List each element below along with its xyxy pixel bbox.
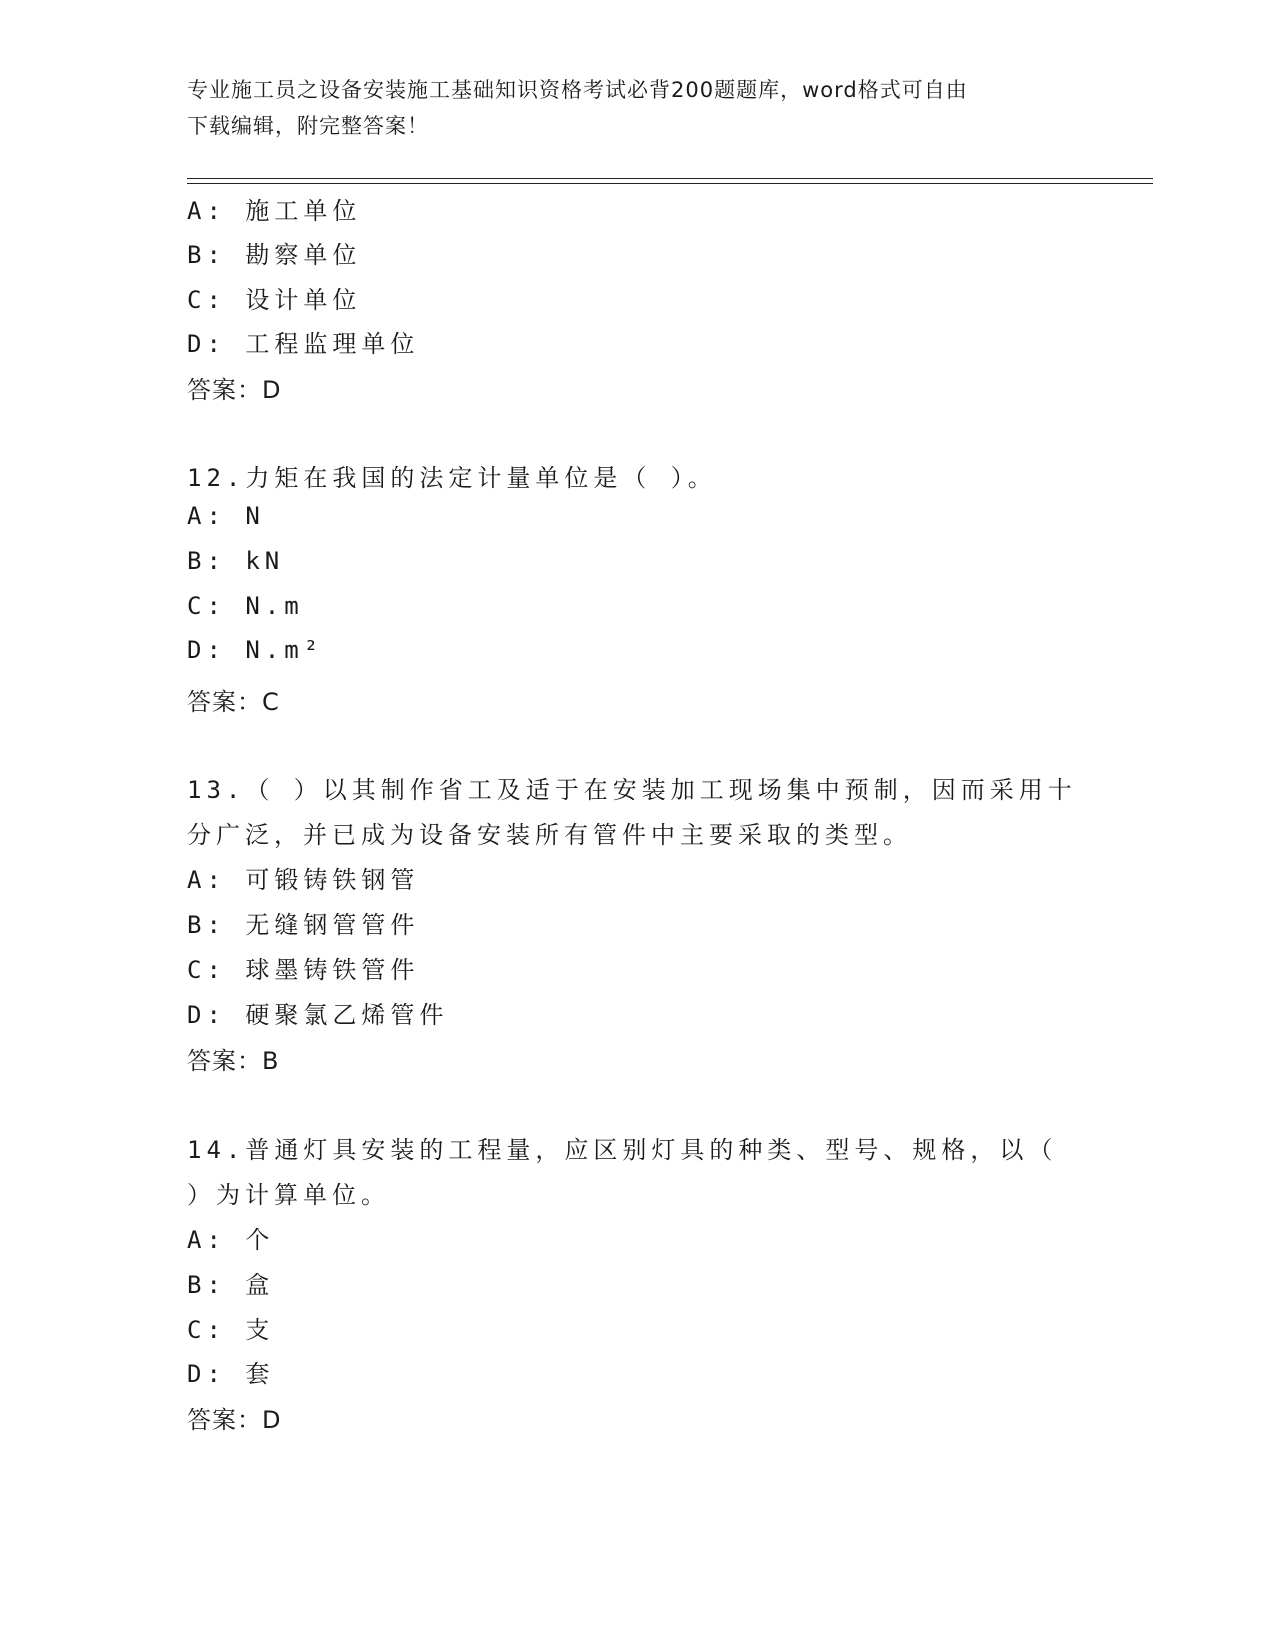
- q13-option-d: D: 硬聚氯乙烯管件: [187, 1001, 449, 1029]
- q11-answer: 答案：D: [187, 376, 282, 404]
- q13-option-c: C: 球墨铸铁管件: [187, 956, 420, 984]
- q14-option-a: A: 个: [187, 1226, 275, 1254]
- q14-option-c: C: 支: [187, 1316, 275, 1344]
- q14-answer: 答案：D: [187, 1406, 282, 1434]
- q12-option-a: A: N: [187, 502, 265, 530]
- q14-stem-line-2: ）为计算单位。: [187, 1181, 390, 1209]
- q11-option-c: C: 设计单位: [187, 286, 362, 314]
- q14-option-d: D: 套: [187, 1360, 275, 1388]
- header-rule-top: [187, 178, 1153, 179]
- q11-option-b: B: 勘察单位: [187, 241, 362, 269]
- q11-option-d: D: 工程监理单位: [187, 330, 420, 358]
- document-header: [187, 72, 1067, 144]
- q12-answer: 答案：C: [187, 688, 280, 716]
- header-line-2: 下载编辑，附完整答案！: [187, 114, 429, 138]
- q12-option-d: D: N.m²: [187, 636, 324, 664]
- q13-stem-line-2: 分广泛，并已成为设备安装所有管件中主要采取的类型。: [187, 821, 912, 849]
- q12-stem: 12.力矩在我国的法定计量单位是（ ）。: [187, 464, 717, 492]
- q14-stem-line-1: 14.普通灯具安装的工程量，应区别灯具的种类、型号、规格，以（: [187, 1136, 1058, 1164]
- q11-option-a: A: 施工单位: [187, 197, 362, 225]
- q12-option-b: B: kN: [187, 547, 285, 575]
- q13-option-b: B: 无缝钢管管件: [187, 911, 420, 939]
- header-line-1: 专业施工员之设备安装施工基础知识资格考试必背200题题库，word格式可自由: [187, 78, 968, 102]
- header-rule-bottom: [187, 183, 1153, 184]
- q13-stem-line-1: 13.（ ）以其制作省工及适于在安装加工现场集中预制，因而采用十: [187, 776, 1077, 804]
- q13-answer: 答案：B: [187, 1047, 280, 1075]
- q13-option-a: A: 可锻铸铁钢管: [187, 866, 420, 894]
- q14-option-b: B: 盒: [187, 1271, 275, 1299]
- q12-option-c: C: N.m: [187, 592, 304, 620]
